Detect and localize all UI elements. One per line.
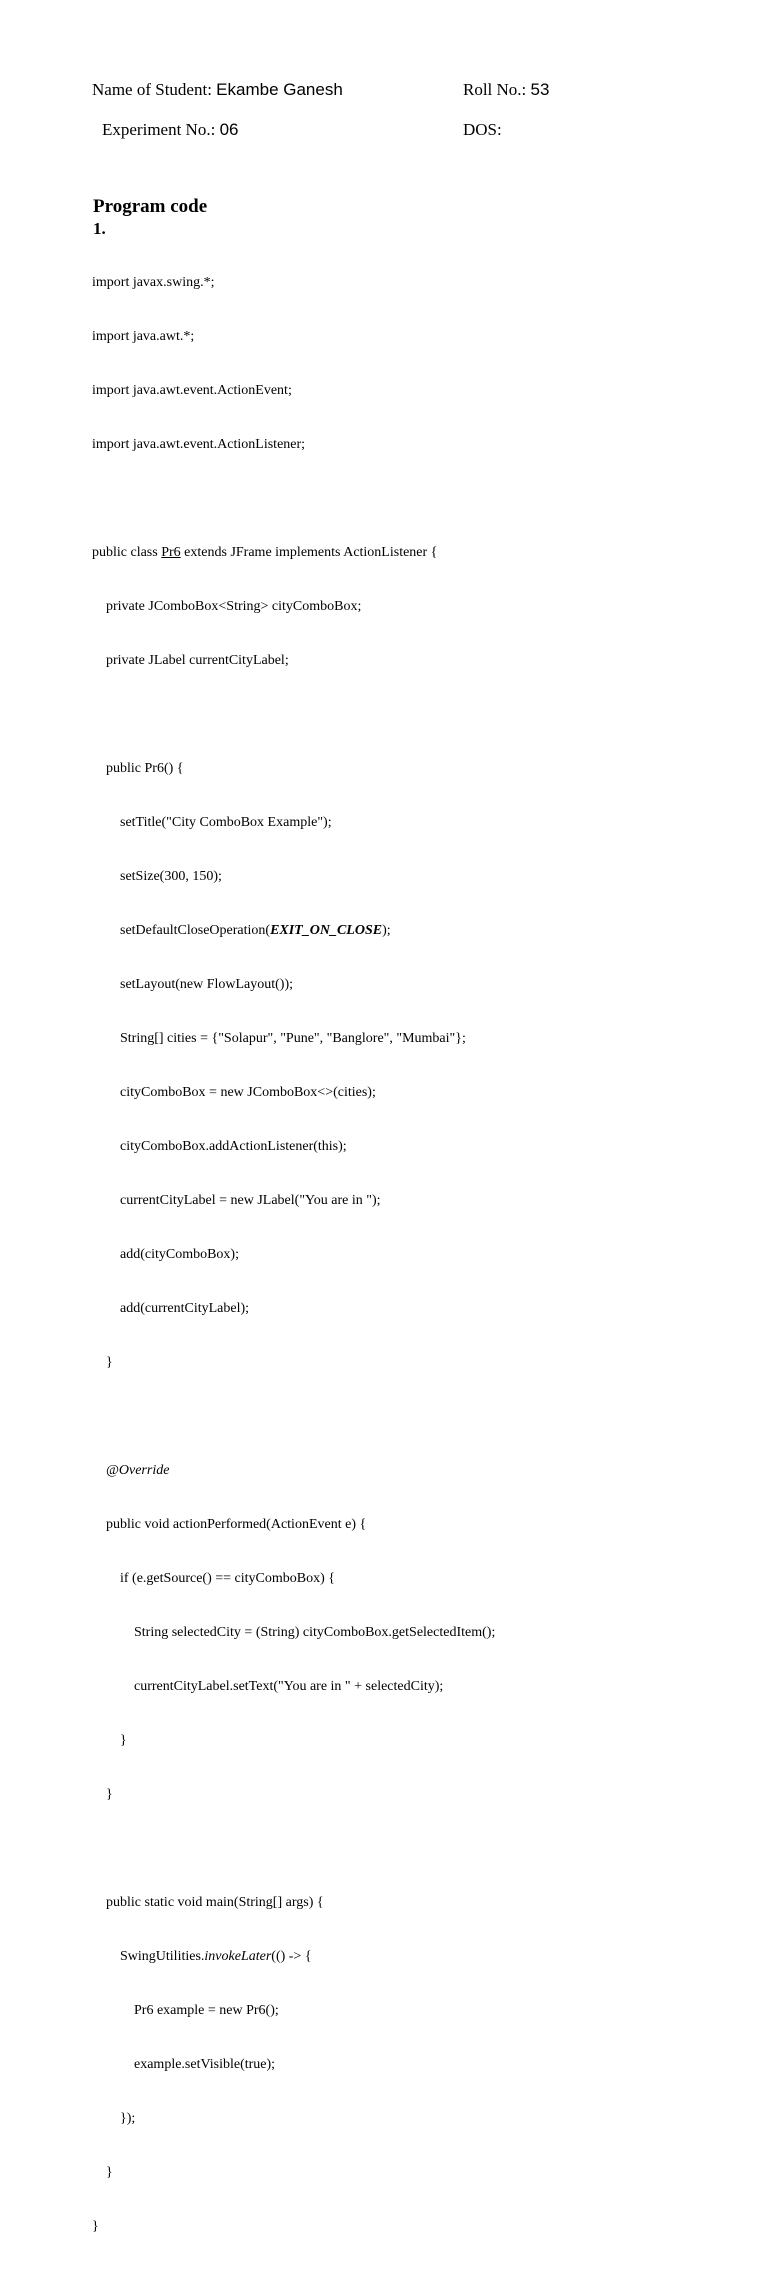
code-fragment: (() -> { — [271, 1949, 312, 1964]
roll-number-value: 53 — [530, 80, 550, 99]
code-line: private JComboBox<String> cityComboBox; — [92, 599, 362, 614]
code-line: public Pr6() { — [92, 761, 184, 776]
code-line — [92, 706, 495, 724]
roll-number-label: Roll No.: — [463, 80, 527, 99]
invoke-later-method: invokeLater — [204, 1949, 272, 1964]
code-fragment: public class — [92, 545, 162, 560]
section-number: 1. — [93, 219, 106, 238]
code-line: } — [92, 1355, 113, 1370]
code-line: setSize(300, 150); — [92, 869, 222, 884]
code-line-close-op — [92, 922, 495, 940]
code-line: cityComboBox.addActionListener(this); — [92, 1139, 347, 1154]
student-name-value: Ekambe Ganesh — [216, 80, 343, 99]
code-line: setTitle("City ComboBox Example"); — [92, 815, 332, 830]
code-line: add(currentCityLabel); — [92, 1301, 250, 1316]
student-name-row — [92, 80, 343, 100]
code-line: String[] cities = {"Solapur", "Pune", "Banglore", "Mumbai"}; — [92, 1031, 466, 1046]
class-name-underlined: Pr6 — [161, 545, 181, 560]
code-line: public static void main(String[] args) { — [92, 1895, 324, 1910]
section-title: Program code — [93, 196, 208, 217]
code-line: import javax.swing.*; — [92, 275, 215, 290]
code-line: currentCityLabel = new JLabel("You are in "); — [92, 1193, 381, 1208]
code-line: cityComboBox = new JComboBox<>(cities); — [92, 1085, 376, 1100]
code-fragment — [92, 1463, 106, 1478]
code-line — [92, 1408, 495, 1426]
program-code-block — [92, 238, 495, 2272]
roll-number-row — [463, 80, 549, 100]
code-line: } — [92, 2219, 99, 2234]
code-line: if (e.getSource() == cityComboBox) { — [92, 1571, 335, 1586]
exit-on-close-constant: EXIT_ON_CLOSE — [270, 923, 383, 938]
code-line-override — [92, 1462, 495, 1480]
code-line: } — [92, 2165, 113, 2180]
code-line: import java.awt.event.ActionEvent; — [92, 383, 292, 398]
experiment-number-label: Experiment No.: — [102, 120, 216, 139]
code-fragment: SwingUtilities. — [92, 1949, 205, 1964]
dos-label: DOS: — [463, 120, 502, 139]
dos-row — [463, 120, 502, 140]
code-line: currentCityLabel.setText("You are in " + selectedCity); — [92, 1679, 444, 1694]
code-fragment: ); — [382, 923, 391, 938]
code-line: String selectedCity = (String) cityComboBox.getSelectedItem(); — [92, 1625, 496, 1640]
experiment-number-value: 06 — [219, 120, 239, 139]
code-line: add(cityComboBox); — [92, 1247, 239, 1262]
code-fragment: extends JFrame implements ActionListener { — [180, 545, 438, 560]
student-name-label: Name of Student: — [92, 80, 212, 99]
code-line: private JLabel currentCityLabel; — [92, 653, 289, 668]
code-line: import java.awt.event.ActionListener; — [92, 437, 306, 452]
experiment-number-row — [102, 120, 238, 140]
code-line: }); — [92, 2111, 136, 2126]
code-line-class-decl — [92, 544, 495, 562]
override-annotation: @Override — [106, 1463, 170, 1478]
code-line: import java.awt.*; — [92, 329, 195, 344]
code-line-invoke-later — [92, 1948, 495, 1966]
code-fragment: setDefaultCloseOperation( — [92, 923, 271, 938]
code-line: setLayout(new FlowLayout()); — [92, 977, 294, 992]
code-line: public void actionPerformed(ActionEvent e) { — [92, 1517, 367, 1532]
code-line: } — [92, 1733, 127, 1748]
code-line: Pr6 example = new Pr6(); — [92, 2003, 279, 2018]
code-line: } — [92, 1787, 113, 1802]
code-line — [92, 490, 495, 508]
code-line — [92, 1840, 495, 1858]
code-line: example.setVisible(true); — [92, 2057, 276, 2072]
